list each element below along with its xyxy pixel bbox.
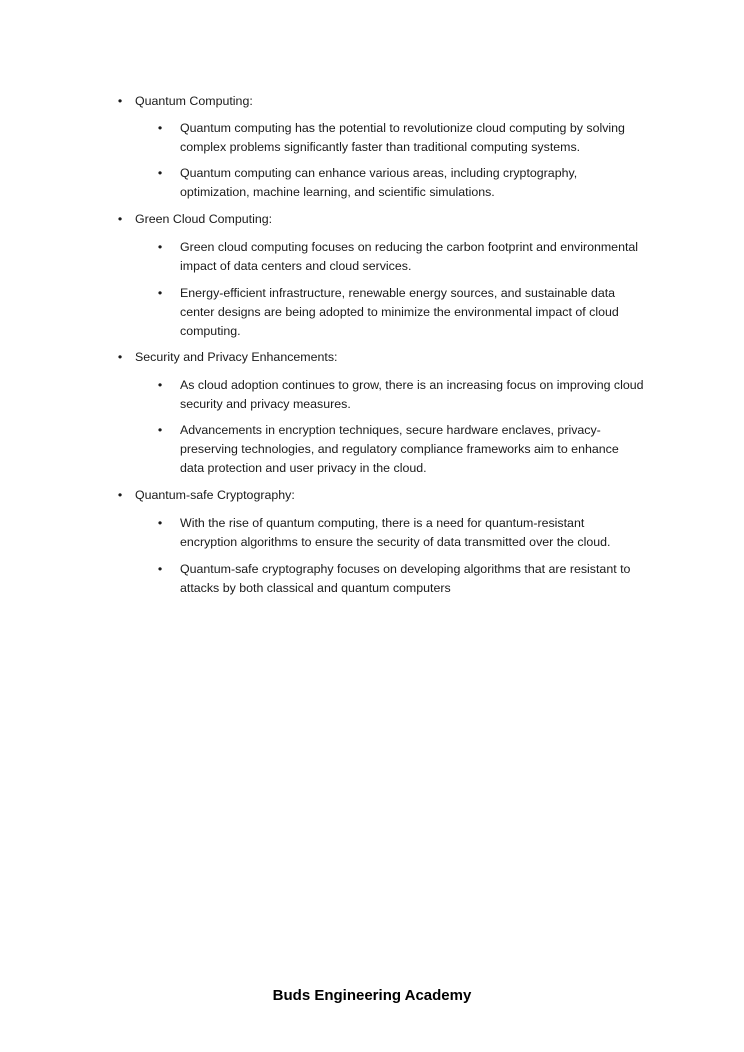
bullet-text: Advancements in encryption techniques, secure hardware enclaves, privacy- preserving technologies, and regulatory compliance frameworks aim to enhance data protection and user privacy in the cloud. [180, 423, 619, 475]
bullet-text: Green cloud computing focuses on reducing the carbon footprint and environmental impact of data centers and cloud services. [180, 240, 639, 273]
heading-text: Quantum-safe Cryptography: [135, 488, 295, 502]
bullet-icon: • [157, 562, 163, 576]
heading-text: Quantum Computing: [135, 94, 253, 108]
bullet-icon: • [157, 240, 163, 254]
bullet-icon: • [157, 378, 163, 392]
bullet-text: With the rise of quantum computing, there is a need for quantum-resistant encryption algorithms to ensure the security of data transmitted over the cloud. [180, 516, 611, 549]
heading-text: Security and Privacy Enhancements: [135, 350, 338, 364]
bullet-icon: • [117, 212, 123, 226]
bullet-icon: • [117, 94, 123, 108]
bullet-icon: • [157, 516, 163, 530]
bullet-icon: • [157, 423, 163, 437]
bullet-text: Quantum computing can enhance various areas, including cryptography, optimization, machine learning, and scientific simulations. [180, 166, 578, 199]
bullet-text: Quantum-safe cryptography focuses on developing algorithms that are resistant to attacks by both classical and quantum computers [180, 562, 631, 595]
bullet-icon: • [117, 488, 123, 502]
bullet-text: As cloud adoption continues to grow, there is an increasing focus on improving cloud security and privacy measures. [180, 378, 644, 411]
bullet-text: Energy-efficient infrastructure, renewable energy sources, and sustainable data center designs are being adopted to minimize the environmental impact of cloud computing. [180, 286, 619, 338]
bullet-icon: • [117, 350, 123, 364]
bullet-icon: • [157, 286, 163, 300]
bullet-icon: • [157, 166, 163, 180]
page-footer: Buds Engineering Academy [272, 987, 472, 1004]
bullet-icon: • [157, 121, 163, 135]
heading-text: Green Cloud Computing: [135, 212, 273, 226]
bullet-text: Quantum computing has the potential to revolutionize cloud computing by solving complex problems significantly faster than traditional computing systems. [180, 121, 625, 154]
